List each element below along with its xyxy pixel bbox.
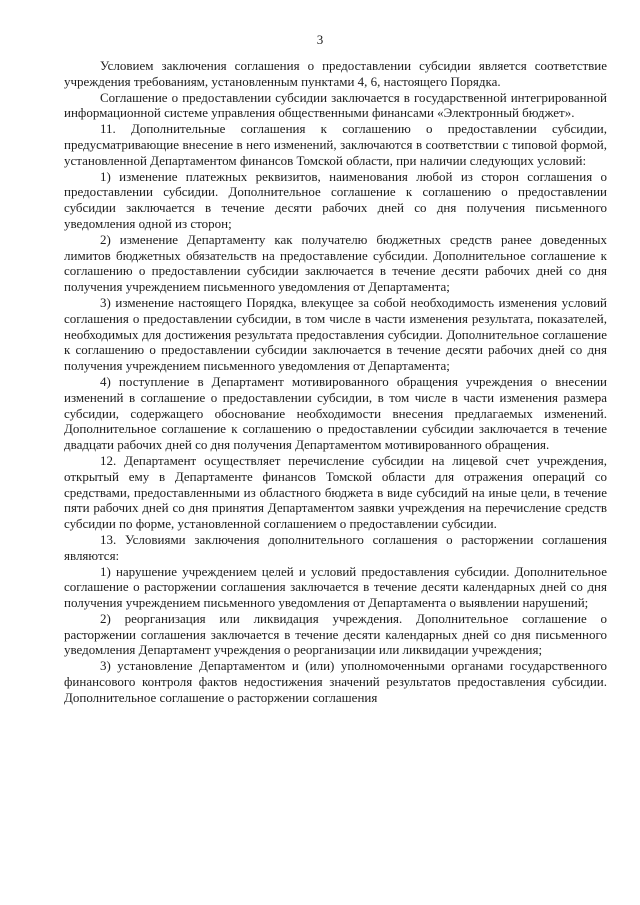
paragraph: 13. Условиями заключения дополнительного соглашения о расторжении соглашения являются: (64, 531, 607, 563)
paragraph: 12. Департамент осуществляет перечисление субсидии на лицевой счет учреждения, открытый ему в Департаменте финансов Томской области для отражения операций со средствами, предоставленными из областного бюджета в виде субсидий на иные цели, в течение пяти рабочих дней со дня принятия Департаментом заявки учреждения на перечисление средств субсидии по форме, установленной соглашением о предоставлении субсидии. (64, 452, 607, 532)
paragraph: 3) установление Департаментом и (или) уполномоченными органами государственного финансового контроля фактов недостижения значений результатов предоставления субсидии. Дополнительное соглашение о расторжении соглашения (64, 658, 607, 705)
paragraph: Соглашение о предоставлении субсидии заключается в государственной интегрированной информационной системе управления общественными финансами «Электронный бюджет». (64, 89, 607, 121)
paragraph: 4) поступление в Департамент мотивированного обращения учреждения о внесении изменений в соглашение о предоставлении субсидии, в том числе в части изменения размера субсидии, содержащего обоснование необходимости внесения предлагаемых изменений. Дополнительное соглашение к соглашению о предоставлении субсидии заключается в течение двадцати рабочих дней со дня получения Департаментом мотивированного обращения. (64, 373, 607, 453)
document-body (64, 58, 607, 706)
paragraph: 1) изменение платежных реквизитов, наименования любой из сторон соглашения о предоставлении субсидии. Дополнительное соглашение к соглашению о предоставлении субсидии заключается в течение десяти рабочих дней со дня получения письменного уведомления одной из сторон; (64, 168, 607, 231)
paragraph: 3) изменение настоящего Порядка, влекущее за собой необходимость изменения условий соглашения о предоставлении субсидии, в том числе в части изменения результата, показателей, необходимых для достижения результата предоставления субсидии. Дополнительное соглашение к соглашению о предоставлении субсидии заключается в течение десяти рабочих дней со дня получения учреждением письменного уведомления от Департамента; (64, 294, 607, 374)
paragraph: 11. Дополнительные соглашения к соглашению о предоставлении субсидии, предусматривающие внесение в него изменений, заключаются в соответствии с типовой формой, установленной Департаментом финансов Томской области, при наличии следующих условий: (64, 121, 607, 168)
page-number: 3 (316, 32, 324, 47)
paragraph: 1) нарушение учреждением целей и условий предоставления субсидии. Дополнительное соглашение о расторжении соглашения заключается в течение десяти календарных дней со дня получения учреждением письменного уведомления от Департамента о выявлении нарушений; (64, 563, 607, 611)
paragraph: 2) реорганизация или ликвидация учреждения. Дополнительное соглашение о расторжении соглашения заключается в течение десяти календарных дней со дня письменного уведомления Департамент учреждения о реорганизации или ликвидации учреждения; (64, 610, 607, 658)
paragraph: Условием заключения соглашения о предоставлении субсидии является соответствие учреждения требованиям, установленным пунктами 4, 6, настоящего Порядка. (64, 58, 607, 89)
paragraph: 2) изменение Департаменту как получателю бюджетных средств ранее доведенных лимитов бюджетных обязательств на предоставление субсидии. Дополнительное соглашение к соглашению о предоставлении субсидии заключается в течение десяти рабочих дней со дня получения учреждением письменного уведомления от Департамента; (64, 231, 607, 295)
